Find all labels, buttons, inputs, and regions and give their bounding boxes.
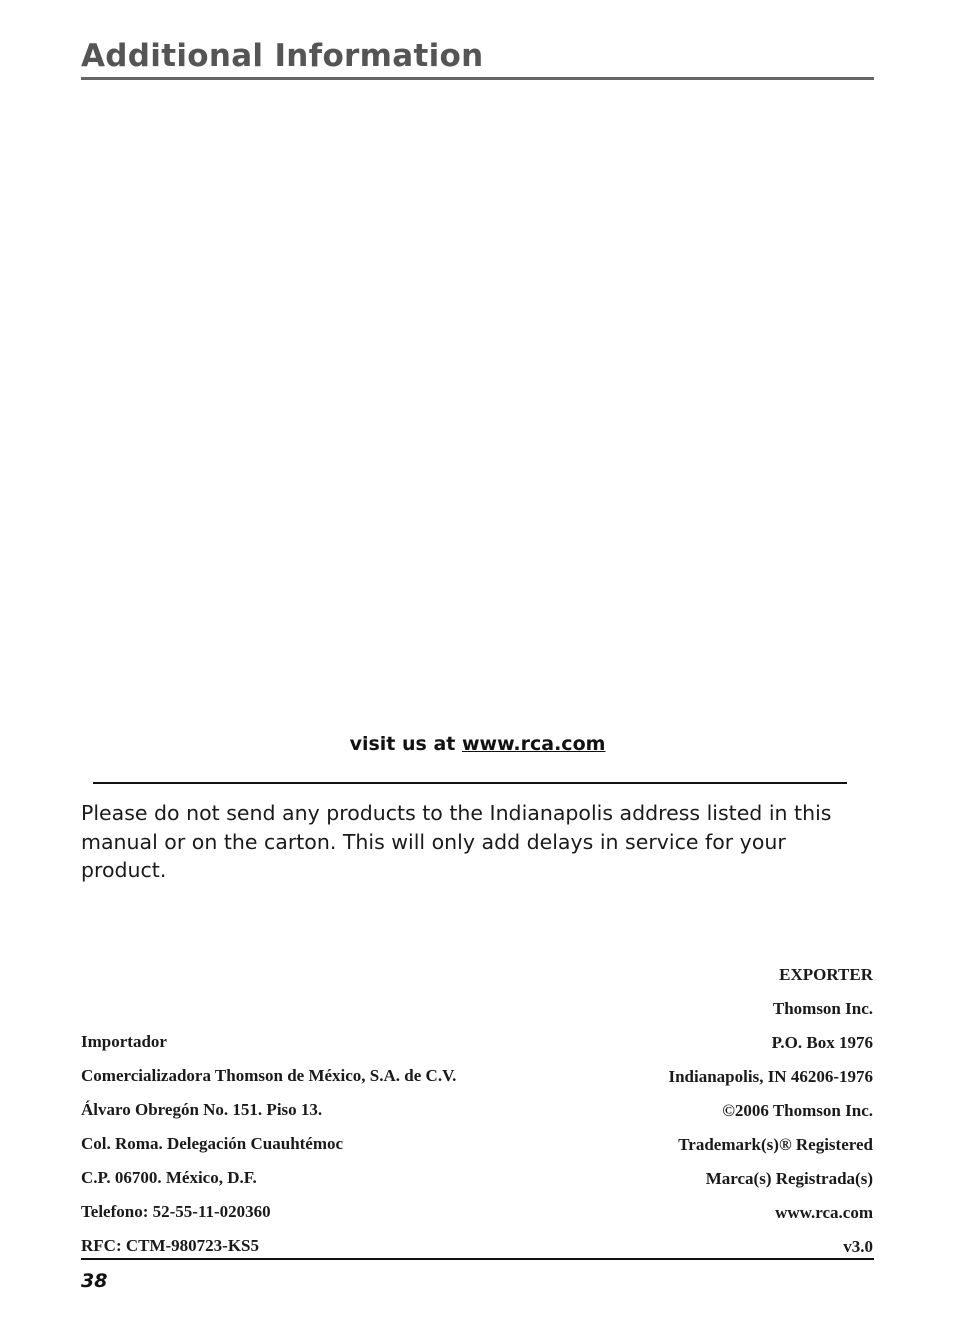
section-divider (93, 782, 847, 784)
importer-postal: C.P. 06700. México, D.F. (81, 1168, 257, 1187)
visit-line (81, 731, 874, 757)
page-title: Additional Information (81, 38, 484, 74)
importer-company: Comercializadora Thomson de México, S.A. de C.V. (81, 1066, 457, 1085)
header-divider (81, 77, 874, 80)
importer-district: Col. Roma. Delegación Cuauhtémoc (81, 1134, 344, 1153)
exporter-trademark: Trademark(s)® Registered (678, 1135, 873, 1154)
importer-rfc: RFC: CTM-980723-KS5 (81, 1236, 260, 1255)
exporter-city: Indianapolis, IN 46206-1976 (668, 1067, 873, 1086)
importer-heading: Importador (81, 1032, 167, 1051)
footer-divider (81, 1258, 874, 1260)
exporter-version: v3.0 (843, 1237, 873, 1256)
shipping-notice: Please do not send any products to the Indianapolis address listed in this manual or on the carton. This will only add delays in service for your product. (81, 801, 832, 882)
visit-prefix: visit us at (349, 733, 462, 755)
page-number: 38 (81, 1270, 108, 1292)
importer-phone: Telefono: 52-55-11-020360 (81, 1202, 271, 1221)
importer-street: Álvaro Obregón No. 151. Piso 13. (81, 1100, 323, 1119)
exporter-marca: Marca(s) Registrada(s) (705, 1169, 873, 1188)
exporter-copyright: ©2006 Thomson Inc. (722, 1101, 873, 1120)
exporter-website: www.rca.com (775, 1203, 873, 1222)
exporter-address (668, 958, 873, 1264)
exporter-company: Thomson Inc. (772, 999, 873, 1018)
exporter-po-box: P.O. Box 1976 (771, 1033, 873, 1052)
importer-address (81, 1025, 456, 1263)
website-link[interactable]: www.rca.com (461, 733, 606, 755)
exporter-heading: EXPORTER (779, 965, 873, 984)
